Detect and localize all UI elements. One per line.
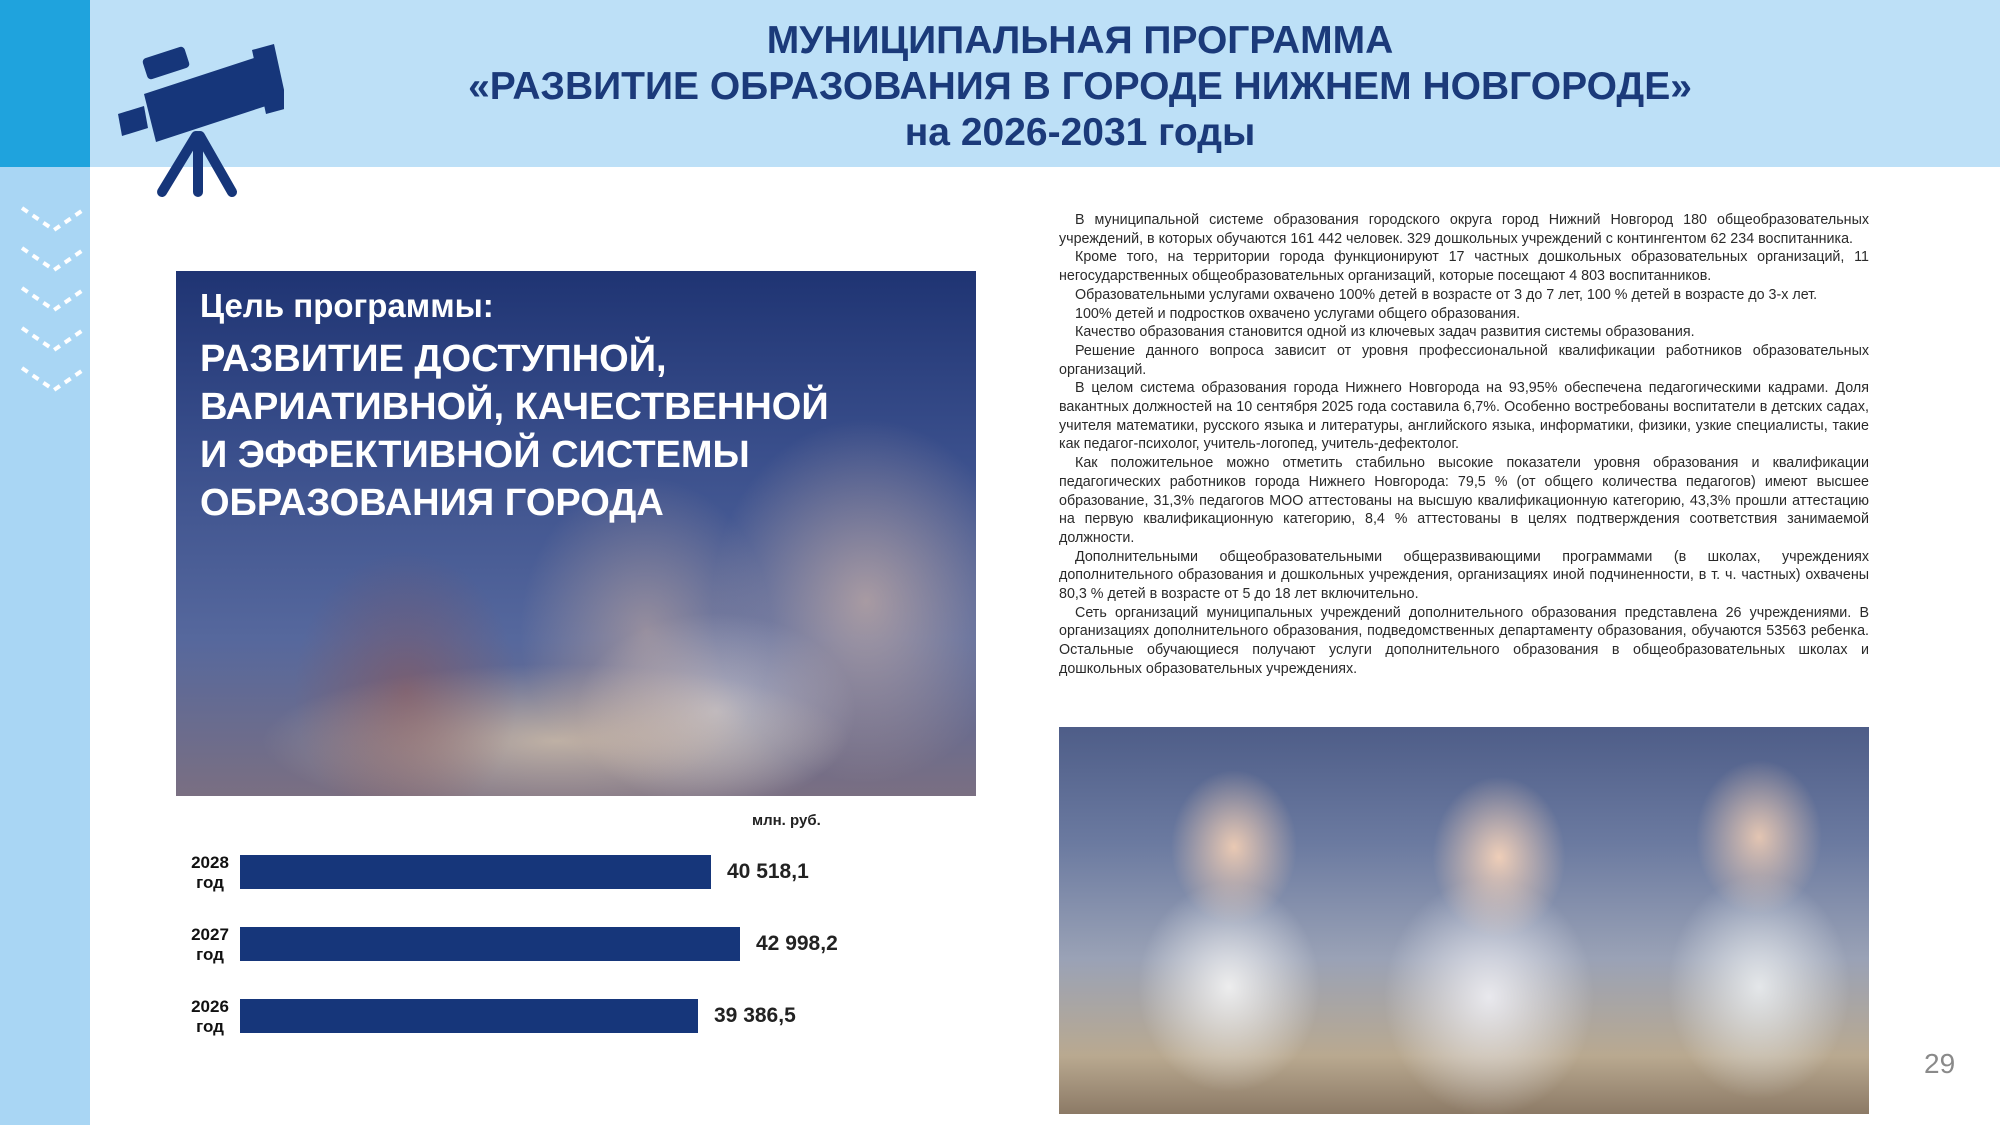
body-paragraph: Сеть организаций муниципальных учреждений дополнительного образования представлена 26 учреждениями. В организациях дополнительного образования, подведомственных департаменту образования, обучаются 53563 ребенка. Остальные обучающиеся получают услуги дополнительного образования в общеобразовательных школах и дошкольных образовательных учреждениях. [1059,604,1869,677]
bar [240,999,698,1033]
classroom-photo [1059,727,1869,1114]
body-paragraph: В муниципальной системе образования городского округа город Нижний Новгород 180 общеобразовательных учреждений, в которых обучаются 161 442 человек. 329 дошкольных учреждений с контингентом 62 234 воспитанника. [1059,212,1869,247]
body-paragraph: Качество образования становится одной из ключевых задач развития системы образования. [1075,324,1695,341]
bar-category-label: 2026 год [191,997,229,1036]
body-paragraph: Кроме того, на территории города функционируют 17 частных дошкольных образовательных организаций, 11 негосударственных общеобразовательных организаций, которые посещают 4 803 воспитанников. [1059,249,1869,285]
chart-unit-label: млн. руб. [752,812,821,829]
page-title [300,18,1860,156]
bar-category-label: 2028 год [191,853,229,892]
chevron-pattern-icon [18,200,90,420]
body-text [1059,211,1869,679]
title-line-3: на 2026-2031 годы [904,111,1256,154]
body-paragraph: 100% детей и подростков охвачено услугами общего образования. [1075,305,1521,322]
goal-label: Цель программы: [200,287,494,324]
bar-value-label: 39 386,5 [714,1004,796,1027]
body-paragraph: В целом система образования города Нижнего Новгорода на 93,95% обеспечена педагогическими кадрами. Доля вакантных должностей на 10 сентября 2025 года составила 6,7%. Особенно востребованы воспитатели в детских садах, учителя математики, русского языка и литературы, английского языка, информатики, физики, узкие специалисты, такие как педагог-психолог, учитель-логопед, учитель-дефектолог. [1059,380,1869,453]
telescope-icon [104,36,284,201]
goal-panel-photo [176,271,976,796]
bar [240,855,711,889]
body-paragraph: Как положительное можно отметить стабильно высокие показатели уровня образования и квалификации педагогических работников города Нижнего Новгорода: 79,5 % (от общего количества педагогов) имеют высшее образование, 31,3% педагогов МОО аттестованы на высшую квалификационную категорию, 43,3% прошли аттестацию на первую квалификационную категорию, 8,4 % аттестованы в целях подтверждения соответствия занимаемой должности. [1059,455,1869,546]
body-paragraph: Образовательными услугами охвачено 100% детей в возрасте от 3 до 7 лет, 100 % детей в возрасте до 3-х лет. [1075,286,1818,303]
body-paragraph: Решение данного вопроса зависит от уровня профессиональной квалификации работников образовательных организаций. [1059,342,1869,378]
left-decor-strip [0,0,90,1125]
page-number: 29 [1924,1048,1956,1079]
bar-category-label: 2027 год [191,925,229,964]
left-accent-block [0,0,90,167]
bar-value-label: 42 998,2 [756,932,838,955]
title-line-1: МУНИЦИПАЛЬНАЯ ПРОГРАММА [766,19,1394,62]
title-line-2: «РАЗВИТИЕ ОБРАЗОВАНИЯ В ГОРОДЕ НИЖНЕМ НОВГОРОДЕ» [468,65,1692,108]
goal-text: РАЗВИТИЕ ДОСТУПНОЙ, ВАРИАТИВНОЙ, КАЧЕСТВЕННОЙ И ЭФФЕКТИВНОЙ СИСТЕМЫ ОБРАЗОВАНИЯ ГОРОДА [200,338,829,524]
bar [240,927,740,961]
body-paragraph: Дополнительными общеобразовательными общеразвивающими программами (в школах, учреждениях дополнительного образования и дошкольных учреждения, организациях иной подчиненности, в т. ч. частных) охвачены 80,3 % детей в возрасте от 5 до 18 лет включительно. [1059,548,1869,603]
bar-value-label: 40 518,1 [727,860,809,883]
